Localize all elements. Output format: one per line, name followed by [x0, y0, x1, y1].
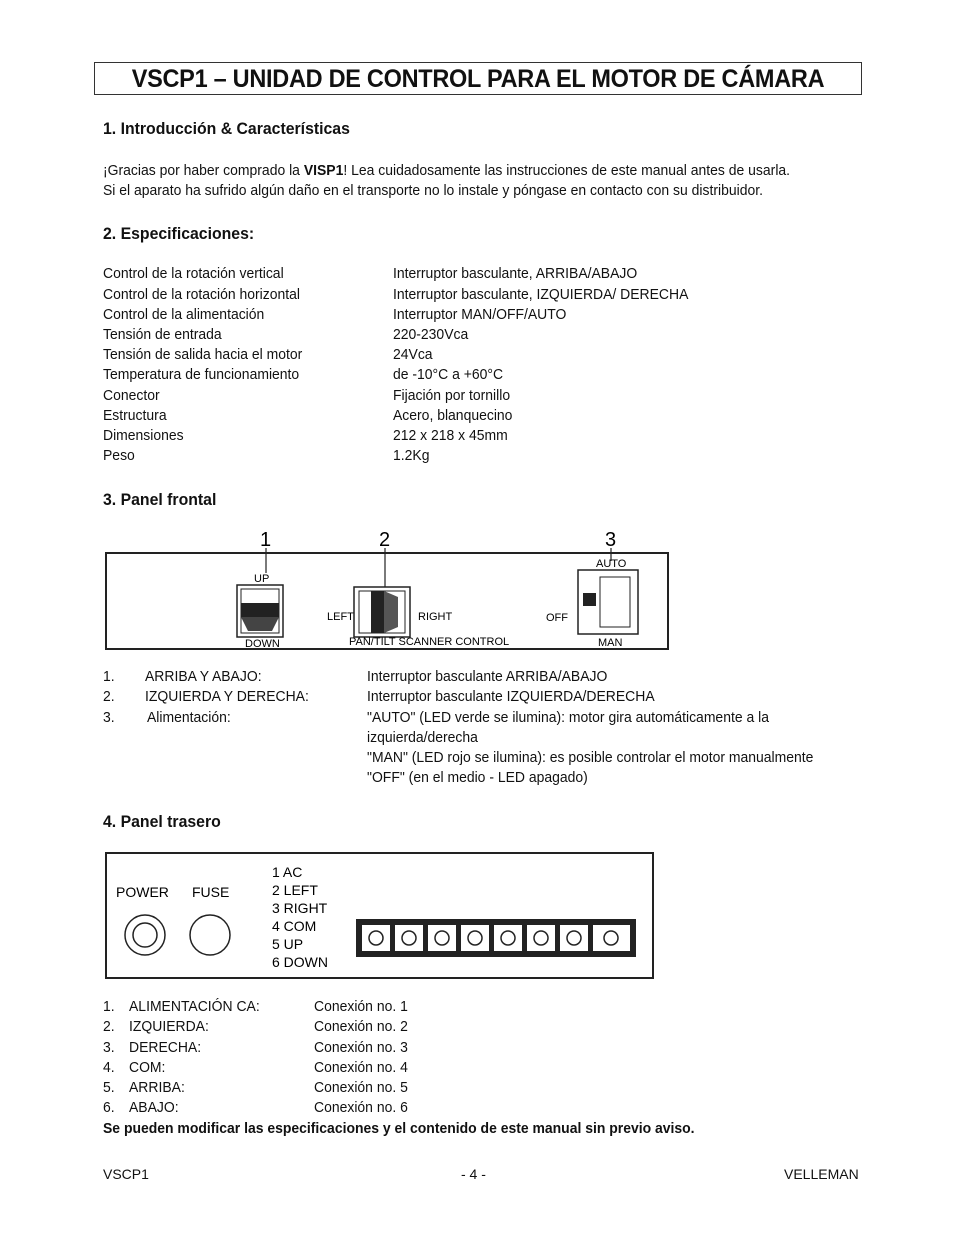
label-up: UP	[254, 573, 270, 585]
power-socket-inner	[133, 923, 157, 947]
list-item-value: Conexión no. 4	[314, 1059, 408, 1076]
spec-value: 24Vca	[393, 346, 433, 363]
callout-2: 2	[379, 529, 391, 551]
updown-rocker	[241, 603, 279, 617]
title-box	[94, 62, 862, 95]
list-item-continuation: "MAN" (LED rojo se ilumina): es posible controlar el motor manualmente	[367, 749, 814, 766]
list-item-label: ALIMENTACIÓN CA:	[129, 998, 260, 1015]
spec-value: Interruptor basculante, ARRIBA/ABAJO	[393, 265, 638, 282]
terminal-screw	[567, 931, 581, 945]
footer-left: VSCP1	[103, 1166, 149, 1182]
spec-label: Control de la alimentación	[103, 306, 265, 323]
section-3-heading: 3. Panel frontal	[103, 490, 217, 509]
label-down: DOWN	[245, 638, 280, 650]
terminal-label: 1 AC	[272, 864, 303, 880]
list-item-num: 3.	[103, 709, 115, 726]
list-item-label: IZQUIERDA:	[129, 1018, 209, 1035]
led-indicator	[583, 593, 596, 606]
spec-value: de -10°C a +60°C	[393, 366, 504, 383]
terminal-screw	[402, 931, 416, 945]
spec-label: Tensión de salida hacia el motor	[103, 346, 303, 363]
list-item-label: COM:	[129, 1059, 166, 1076]
footer-page-number: - 4 -	[461, 1166, 486, 1182]
list-item-continuation: "OFF" (en el medio - LED apagado)	[367, 769, 588, 786]
spec-label: Control de la rotación vertical	[103, 265, 284, 282]
spec-value: Fijación por tornillo	[393, 387, 511, 404]
list-item-num: 1.	[103, 668, 115, 685]
spec-label: Peso	[103, 447, 135, 464]
list-item-num: 4.	[103, 1059, 115, 1076]
spec-value: Interruptor basculante, IZQUIERDA/ DERECHA	[393, 286, 689, 303]
list-item-num: 2.	[103, 1018, 115, 1035]
list-item-value: Interruptor basculante IZQUIERDA/DERECHA	[367, 688, 655, 705]
notice-text: Se pueden modificar las especificaciones y el contenido de este manual sin previo aviso.	[103, 1120, 695, 1137]
rear-panel-outline	[106, 853, 653, 978]
terminal-label: 3 RIGHT	[272, 900, 328, 916]
list-item-value: Conexión no. 2	[314, 1018, 408, 1035]
label-man: MAN	[598, 637, 623, 649]
terminal-screw	[468, 931, 482, 945]
intro-paragraph-1	[103, 161, 790, 181]
intro-text-pre: ¡Gracias por haber comprado la	[103, 162, 304, 179]
callout-3: 3	[605, 529, 617, 551]
leftright-rocker	[371, 591, 384, 633]
label-pantilt: PAN/TILT SCANNER CONTROL	[349, 636, 510, 648]
label-fuse: FUSE	[192, 884, 230, 900]
label-power: POWER	[116, 884, 169, 900]
terminal-label: 4 COM	[272, 918, 317, 934]
front-panel-diagram	[100, 525, 675, 655]
callout-1: 1	[260, 529, 272, 551]
spec-value: Acero, blanquecino	[393, 407, 513, 424]
label-auto: AUTO	[596, 558, 627, 570]
spec-label: Tensión de entrada	[103, 326, 222, 343]
fuse-holder	[190, 915, 230, 955]
section-4-heading: 4. Panel trasero	[103, 812, 221, 831]
spec-value: 1.2Kg	[393, 447, 430, 464]
section-2-heading: 2. Especificaciones:	[103, 224, 255, 243]
spec-label: Estructura	[103, 407, 167, 424]
list-item-value: Conexión no. 6	[314, 1099, 408, 1116]
section-1-heading: 1. Introducción & Características	[103, 119, 350, 138]
rear-panel-diagram	[104, 851, 656, 981]
list-item-label: ARRIBA Y ABAJO:	[145, 668, 262, 685]
spec-label: Conector	[103, 387, 160, 404]
terminal-screw	[534, 931, 548, 945]
list-item-num: 1.	[103, 998, 115, 1015]
terminal-screw	[604, 931, 618, 945]
terminal-screw	[435, 931, 449, 945]
spec-value: 220-230Vca	[393, 326, 469, 343]
spec-value: Interruptor MAN/OFF/AUTO	[393, 306, 567, 323]
page-title: VSCP1 – UNIDAD DE CONTROL PARA EL MOTOR DE CÁMARA	[131, 65, 825, 93]
list-item-label: Alimentación:	[147, 709, 231, 726]
terminal-label: 5 UP	[272, 936, 304, 952]
list-item-value: Interruptor basculante ARRIBA/ABAJO	[367, 668, 608, 685]
terminal-screw	[369, 931, 383, 945]
list-item-num: 3.	[103, 1039, 115, 1056]
terminal-screw	[501, 931, 515, 945]
list-item-label: DERECHA:	[129, 1039, 202, 1056]
spec-label: Temperatura de funcionamiento	[103, 366, 300, 383]
list-item-label: ABAJO:	[129, 1099, 179, 1116]
intro-text-post: ! Lea cuidadosamente las instrucciones de este manual antes de usarla.	[343, 162, 791, 179]
label-left: LEFT	[327, 611, 354, 623]
list-item-num: 5.	[103, 1079, 115, 1096]
list-item-num: 2.	[103, 688, 115, 705]
list-item-value: Conexión no. 1	[314, 998, 408, 1015]
footer-right: VELLEMAN	[784, 1166, 859, 1182]
power-switch-rocker	[600, 577, 630, 627]
list-item-value: Conexión no. 3	[314, 1039, 408, 1056]
spec-label: Dimensiones	[103, 427, 184, 444]
leftright-rocker-shadow	[384, 591, 398, 633]
list-item-value: "AUTO" (LED verde se ilumina): motor gira automáticamente a la	[367, 709, 769, 726]
label-off: OFF	[546, 612, 568, 624]
terminal-label: 6 DOWN	[272, 954, 328, 970]
list-item-label: ARRIBA:	[129, 1079, 185, 1096]
terminal-label: 2 LEFT	[272, 882, 318, 898]
spec-value: 212 x 218 x 45mm	[393, 427, 508, 444]
label-right: RIGHT	[418, 611, 453, 623]
intro-product-name: VISP1	[303, 162, 344, 179]
intro-paragraph-2: Si el aparato ha sufrido algún daño en el transporte no lo instale y póngase en contacto con su distribuidor.	[103, 182, 763, 199]
spec-label: Control de la rotación horizontal	[103, 286, 300, 303]
list-item-label: IZQUIERDA Y DERECHA:	[145, 688, 309, 705]
list-item-num: 6.	[103, 1099, 115, 1116]
list-item-continuation: izquierda/derecha	[367, 729, 478, 746]
list-item-value: Conexión no. 5	[314, 1079, 408, 1096]
